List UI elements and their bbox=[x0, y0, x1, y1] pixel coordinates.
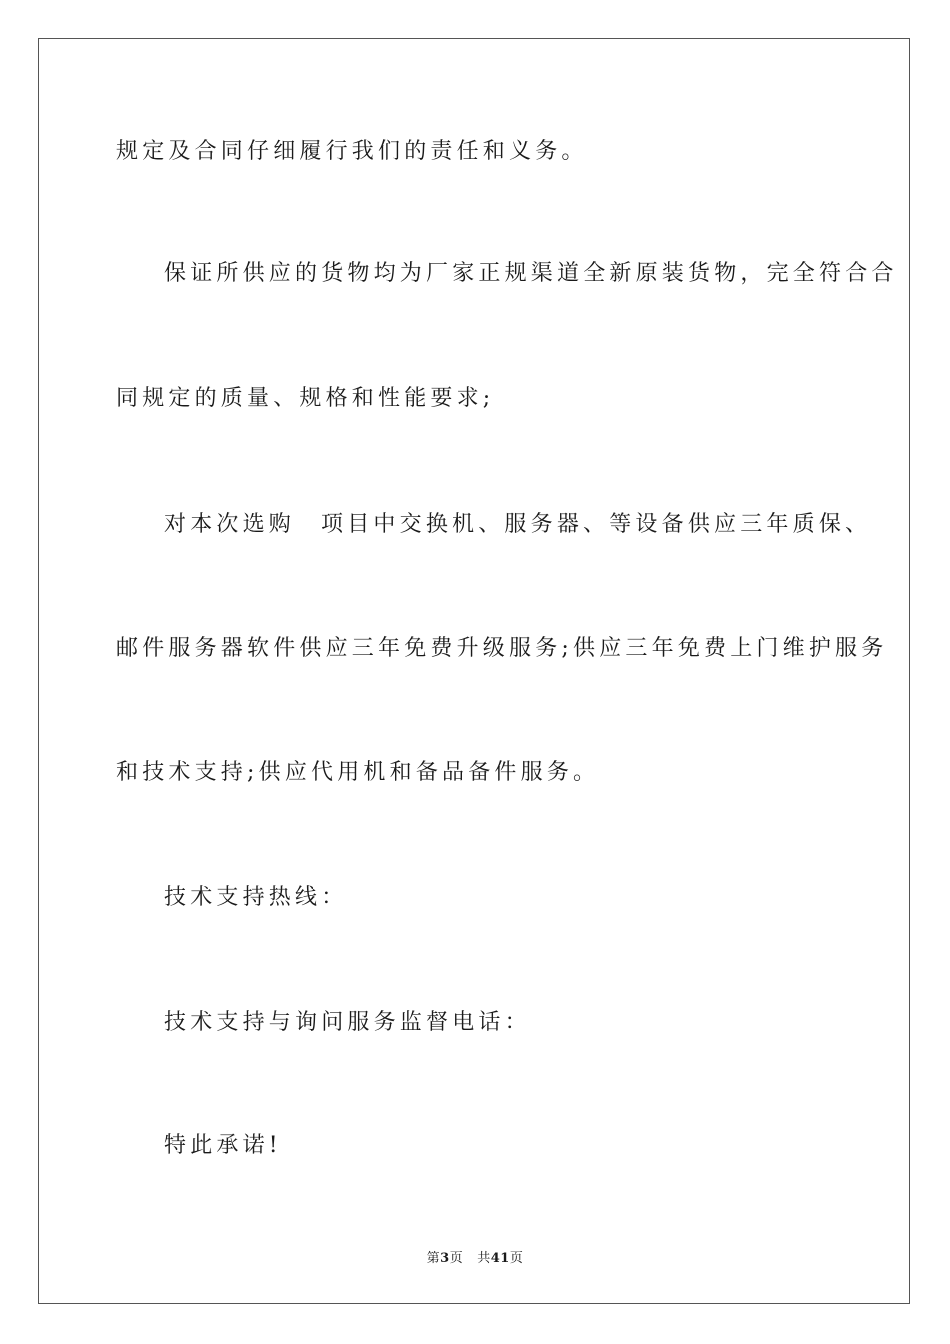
page-number: 3 bbox=[440, 1251, 450, 1266]
total-prefix: 共 bbox=[477, 1251, 491, 1266]
paragraph-warranty bbox=[164, 510, 871, 540]
page-suffix: 页 bbox=[449, 1251, 464, 1266]
support-hotline-label: 技术支持热线： bbox=[164, 885, 348, 910]
page-border bbox=[38, 38, 910, 1304]
page-prefix: 第 bbox=[426, 1251, 441, 1266]
body-line-6: 邮件服务器软件供应三年免费升级服务;供应三年免费上门维护服务 bbox=[116, 636, 888, 661]
warranty-lead-text: 对本次选购 bbox=[164, 512, 296, 537]
total-suffix: 页 bbox=[509, 1251, 524, 1266]
paragraph-quality-guarantee: 保证所供应的货物均为厂家正规渠道全新原装货物，完全符合合 bbox=[164, 261, 898, 286]
body-line-1: 规定及合同仔细履行我们的责任和义务。 bbox=[116, 139, 588, 164]
body-line-3: 同规定的质量、规格和性能要求; bbox=[116, 386, 495, 411]
body-line-7: 和技术支持;供应代用机和备品备件服务。 bbox=[116, 760, 600, 785]
page-footer bbox=[0, 1247, 950, 1266]
warranty-items-text: 项目中交换机、服务器、等设备供应三年质保、 bbox=[321, 512, 872, 537]
supervision-phone-label: 技术支持与询问服务监督电话： bbox=[164, 1010, 531, 1035]
closing-statement: 特此承诺! bbox=[164, 1133, 282, 1158]
total-pages: 41 bbox=[490, 1251, 510, 1266]
